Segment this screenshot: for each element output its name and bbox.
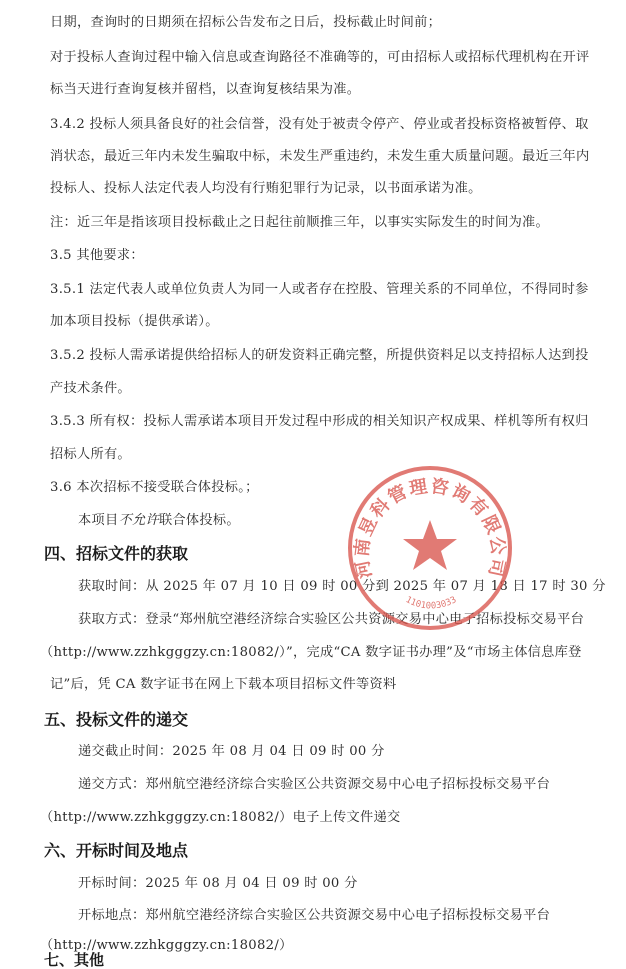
seal-number: 1101003033 — [403, 595, 459, 612]
paragraph-line: 3.5 其他要求： — [50, 248, 144, 263]
seal-text: 河南昱科管理咨询有限公司 — [351, 475, 509, 581]
italic-text: 不允许 — [118, 513, 159, 528]
submission-deadline: 递交截止时间：2025 年 08 月 04 日 09 时 00 分 — [78, 744, 385, 759]
paragraph-line — [78, 512, 240, 530]
opening-time: 开标时间：2025 年 08 月 04 日 09 时 00 分 — [78, 876, 358, 891]
acquisition-method: 记”后，凭 CA 数字证书在网上下载本项目招标文件等资料 — [50, 677, 397, 692]
section-heading: 六、开标时间及地点 — [44, 841, 189, 860]
paragraph-line: 3.6 本次招标不接受联合体投标。； — [50, 480, 259, 495]
submission-method: （http://www.zzhkgggzy.cn:18082/）电子上传文件递交 — [40, 810, 401, 825]
paragraph-line: 标当天进行查询复核并留档，以查询复核结果为准。 — [50, 82, 361, 97]
paragraph-line: 加本项目投标（提供承诺）。 — [50, 314, 219, 329]
section-heading: 七、其他 — [44, 951, 105, 969]
opening-place: （http://www.zzhkgggzy.cn:18082/） — [40, 938, 293, 953]
acquisition-method: 获取方式：登录“郑州航空港经济综合实验区公共资源交易中心电子招标投标交易平台 — [78, 612, 585, 627]
text-span: 本项目 — [78, 513, 119, 528]
acquisition-time: 获取时间：从 2025 年 07 月 10 日 09 时 00 分到 2025 年 07 月 18 日 17 时 30 分 — [78, 579, 606, 594]
opening-place: 开标地点：郑州航空港经济综合实验区公共资源交易中心电子招标投标交易平台 — [78, 908, 551, 923]
paragraph-line: 3.4.2 投标人须具备良好的社会信誉，没有处于被责令停产、停业或者投标资格被暂停、取 — [50, 117, 589, 132]
note-line: 注：近三年是指该项目投标截止之日起往前顺推三年，以事实实际发生的时间为准。 — [50, 215, 550, 230]
acquisition-method: （http://www.zzhkgggzy.cn:18082/）”，完成“CA 数字证书办理”及“市场主体信息库登 — [40, 645, 582, 660]
paragraph-line: 投标人、投标人法定代表人均没有行贿犯罪行为记录，以书面承诺为准。 — [50, 181, 482, 196]
paragraph-line: 招标人所有。 — [50, 447, 131, 462]
section-heading: 五、投标文件的递交 — [44, 710, 189, 729]
paragraph-line: 3.5.1 法定代表人或单位负责人为同一人或者存在控股、管理关系的不同单位，不得同时参 — [50, 282, 589, 297]
paragraph-line: 对于投标人查询过程中输入信息或查询路径不准确等的，可由招标人或招标代理机构在开评 — [50, 50, 590, 65]
section-heading: 四、招标文件的获取 — [44, 544, 189, 563]
paragraph-line: 3.5.3 所有权：投标人需承诺本项目开发过程中形成的相关知识产权成果、样机等所有权归 — [50, 414, 589, 429]
text-span: 联合体投标。 — [158, 513, 240, 528]
paragraph-line: 消状态，最近三年内未发生骗取中标，未发生严重违约，未发生重大质量问题。最近三年内 — [50, 149, 590, 164]
paragraph-line: 3.5.2 投标人需承诺提供给招标人的研发资料正确完整，所提供资料足以支持招标人达到投 — [50, 348, 589, 363]
submission-method: 递交方式：郑州航空港经济综合实验区公共资源交易中心电子招标投标交易平台 — [78, 777, 551, 792]
paragraph-line: 日期，查询时的日期须在招标公告发布之日后，投标截止时间前； — [50, 15, 442, 30]
paragraph-line: 产技术条件。 — [50, 381, 131, 396]
